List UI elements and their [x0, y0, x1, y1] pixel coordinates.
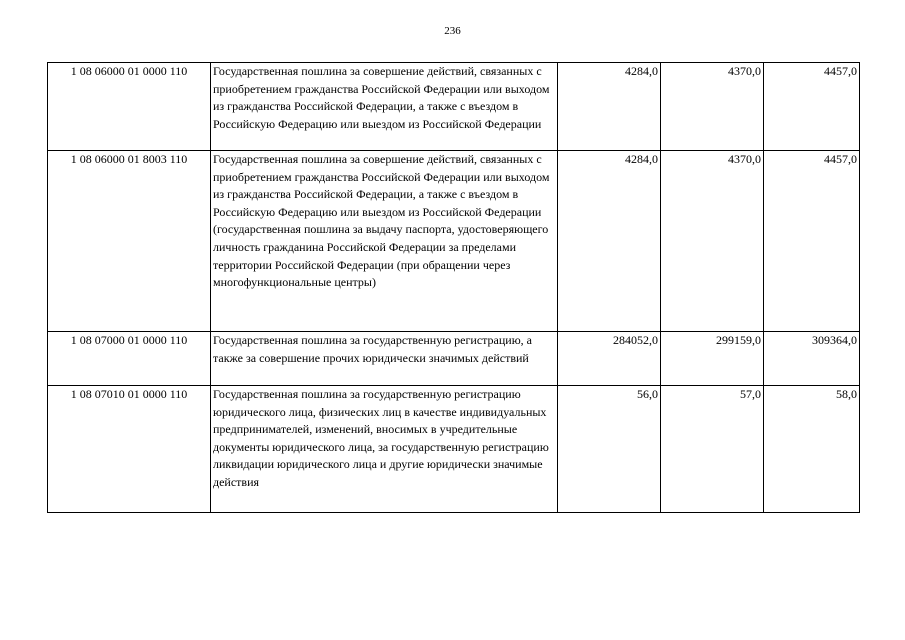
table-row: [48, 332, 860, 386]
year2-amount-cell: 299159,0: [661, 332, 764, 386]
year3-amount-cell: 58,0: [764, 386, 860, 513]
year2-amount-cell: 4370,0: [661, 151, 764, 332]
table-row: [48, 151, 860, 332]
revenue-table: [47, 62, 860, 513]
year3-amount-cell: 4457,0: [764, 63, 860, 151]
budget-code-cell: 1 08 06000 01 0000 110: [48, 63, 211, 151]
page-number: 236: [444, 25, 461, 37]
year3-amount-cell: 309364,0: [764, 332, 860, 386]
revenue-name-cell: Государственная пошлина за государственную регистрацию юридического лица, физических лиц в качестве индивидуальных предпринимателей, изменений, вносимых в учредительные документы юридического лица, за государственную регистрацию ликвидации юридического лица и другие юридически значимые действия: [211, 386, 558, 513]
budget-code-cell: 1 08 07010 01 0000 110: [48, 386, 211, 513]
year2-amount-cell: 57,0: [661, 386, 764, 513]
table-row: [48, 63, 860, 151]
year1-amount-cell: 4284,0: [558, 151, 661, 332]
year2-amount-cell: 4370,0: [661, 63, 764, 151]
revenue-name-cell: Государственная пошлина за совершение действий, связанных с приобретением гражданства Российской Федерации или выходом из гражданства Российской Федерации, а также с въездом в Российскую Федерацию или выездом из Российской Федерации (государственная пошлина за выдачу паспорта, удостоверяющего личность гражданина Российской Федерации за пределами территории Российской Федерации (при обращении через многофункциональные центры): [211, 151, 558, 332]
year1-amount-cell: 284052,0: [558, 332, 661, 386]
revenue-name-cell: Государственная пошлина за государственную регистрацию, а также за совершение прочих юридически значимых действий: [211, 332, 558, 386]
year3-amount-cell: 4457,0: [764, 151, 860, 332]
year1-amount-cell: 4284,0: [558, 63, 661, 151]
table-row: [48, 386, 860, 513]
revenue-name-cell: Государственная пошлина за совершение действий, связанных с приобретением гражданства Российской Федерации или выходом из гражданства Российской Федерации, а также с въездом в Российскую Федерацию или выездом из Российской Федерации: [211, 63, 558, 151]
budget-code-cell: 1 08 07000 01 0000 110: [48, 332, 211, 386]
budget-code-cell: 1 08 06000 01 8003 110: [48, 151, 211, 332]
year1-amount-cell: 56,0: [558, 386, 661, 513]
